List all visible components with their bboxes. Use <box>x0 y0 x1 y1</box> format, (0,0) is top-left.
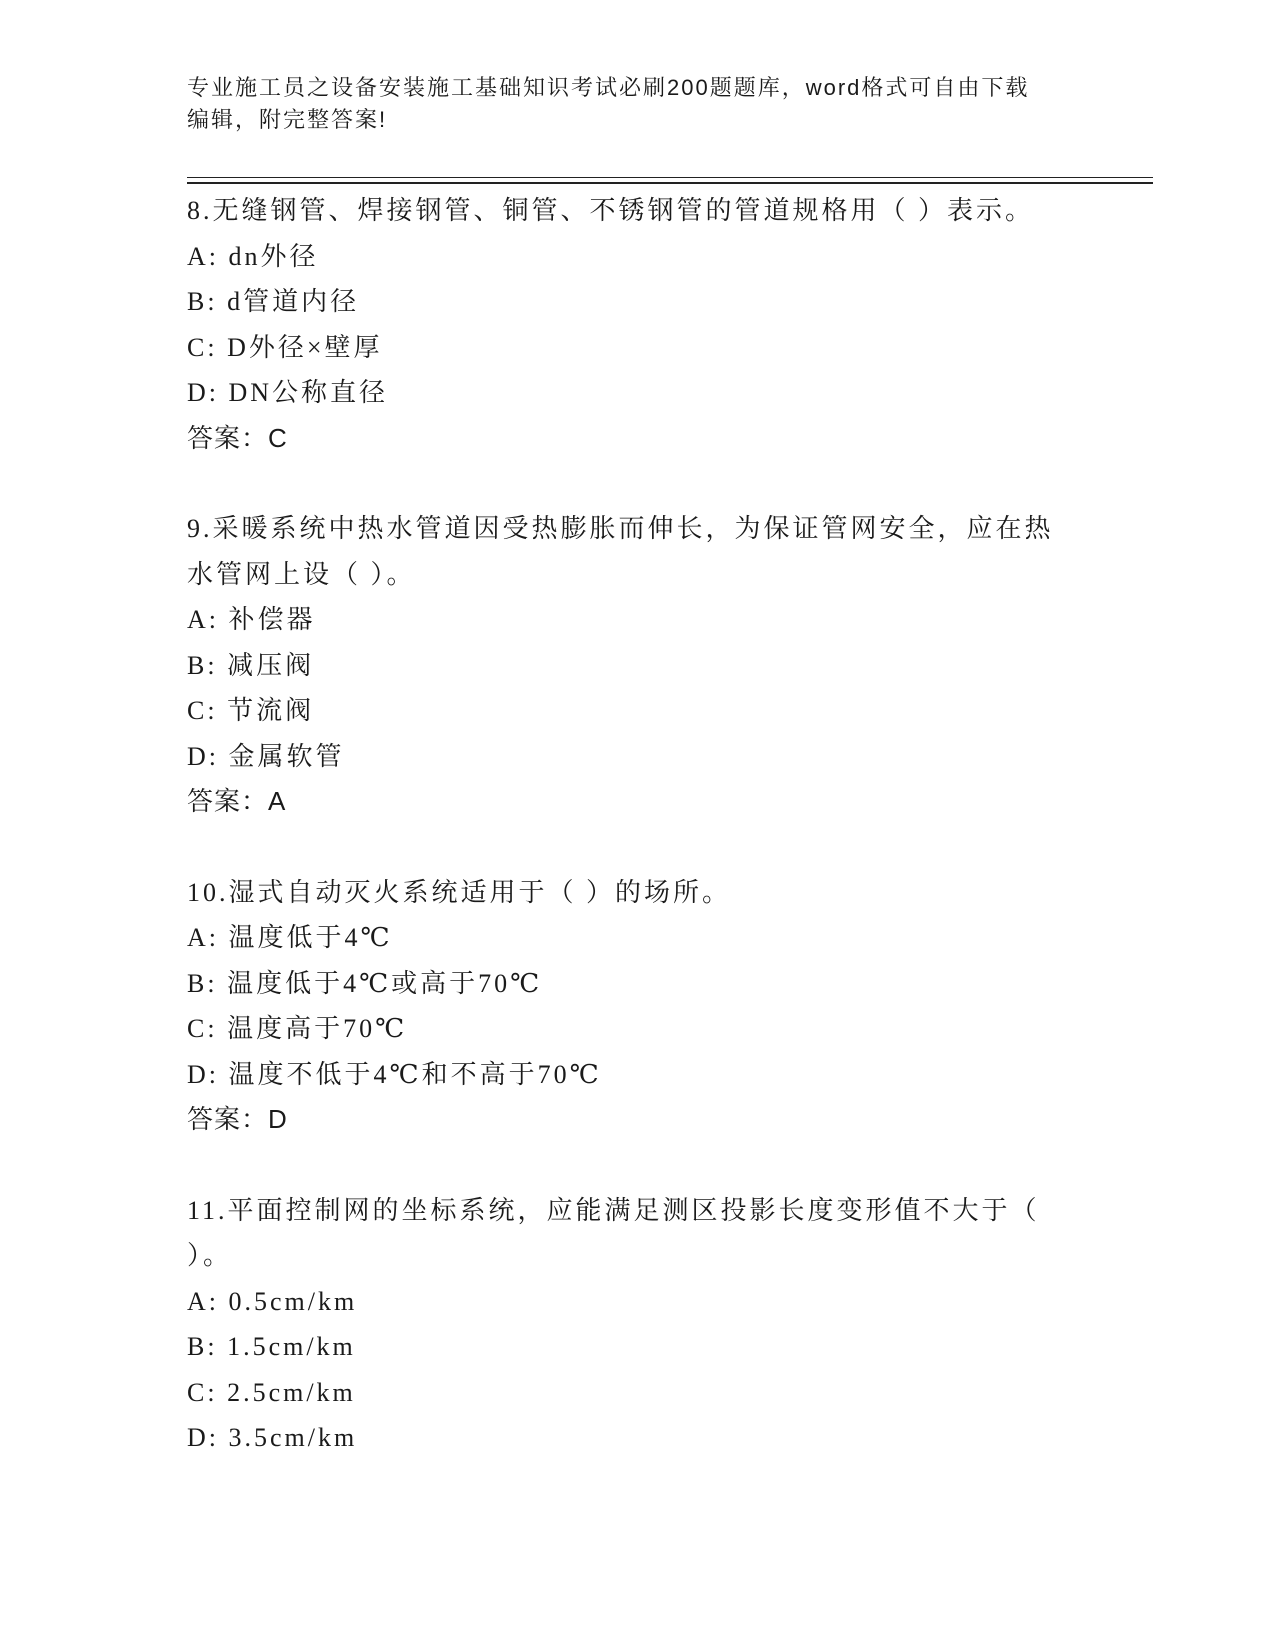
option-b: B: 温度低于4℃或高于70℃ <box>187 968 543 998</box>
question-stem: 10.湿式自动灭火系统适用于（ ）的场所。 <box>187 877 732 907</box>
option-a: A: 补偿器 <box>187 605 316 634</box>
answer: 答案：C <box>187 422 288 453</box>
option-c: C: 2.5cm/km <box>187 1377 356 1407</box>
header-rule-thick <box>187 182 1153 184</box>
option-d: D: 金属软管 <box>187 741 345 771</box>
question-list <box>187 188 1087 1506</box>
document-header <box>187 72 1067 136</box>
option-a: A: dn外径 <box>187 241 319 271</box>
option-d: D: 温度不低于4℃和不高于70℃ <box>187 1059 602 1089</box>
question-11 <box>187 1188 1087 1461</box>
question-stem: 8.无缝钢管、焊接钢管、铜管、不锈钢管的管道规格用（ ）表示。 <box>187 196 1035 225</box>
header-line-2: 编辑，附完整答案! <box>187 107 388 132</box>
option-c: C: 温度高于70℃ <box>187 1014 408 1043</box>
option-a: A: 0.5cm/km <box>187 1286 358 1316</box>
option-c: C: 节流阀 <box>187 696 315 725</box>
option-b: B: 减压阀 <box>187 650 315 680</box>
option-b: B: d管道内径 <box>187 287 360 316</box>
question-stem-line-2: 水管网上设（ ）。 <box>187 559 416 589</box>
option-d: D: DN公称直径 <box>187 378 389 407</box>
header-rule-thin <box>187 177 1153 178</box>
answer: 答案：A <box>187 786 287 816</box>
question-9 <box>187 506 1087 825</box>
option-a: A: 温度低于4℃ <box>187 923 393 952</box>
option-c: C: D外径×壁厚 <box>187 332 383 362</box>
question-stem-line-2: ）。 <box>187 1241 233 1270</box>
question-10 <box>187 870 1087 1143</box>
answer: 答案：D <box>187 1104 288 1134</box>
question-8 <box>187 188 1087 461</box>
option-d: D: 3.5cm/km <box>187 1423 358 1452</box>
question-stem-line-1: 9.采暖系统中热水管道因受热膨胀而伸长，为保证管网安全，应在热 <box>187 514 1054 543</box>
option-b: B: 1.5cm/km <box>187 1332 356 1361</box>
header-line-1: 专业施工员之设备安装施工基础知识考试必刷200题题库，word格式可自由下载 <box>187 75 1030 100</box>
question-stem-line-1: 11.平面控制网的坐标系统，应能满足测区投影长度变形值不大于（ <box>187 1195 1040 1225</box>
